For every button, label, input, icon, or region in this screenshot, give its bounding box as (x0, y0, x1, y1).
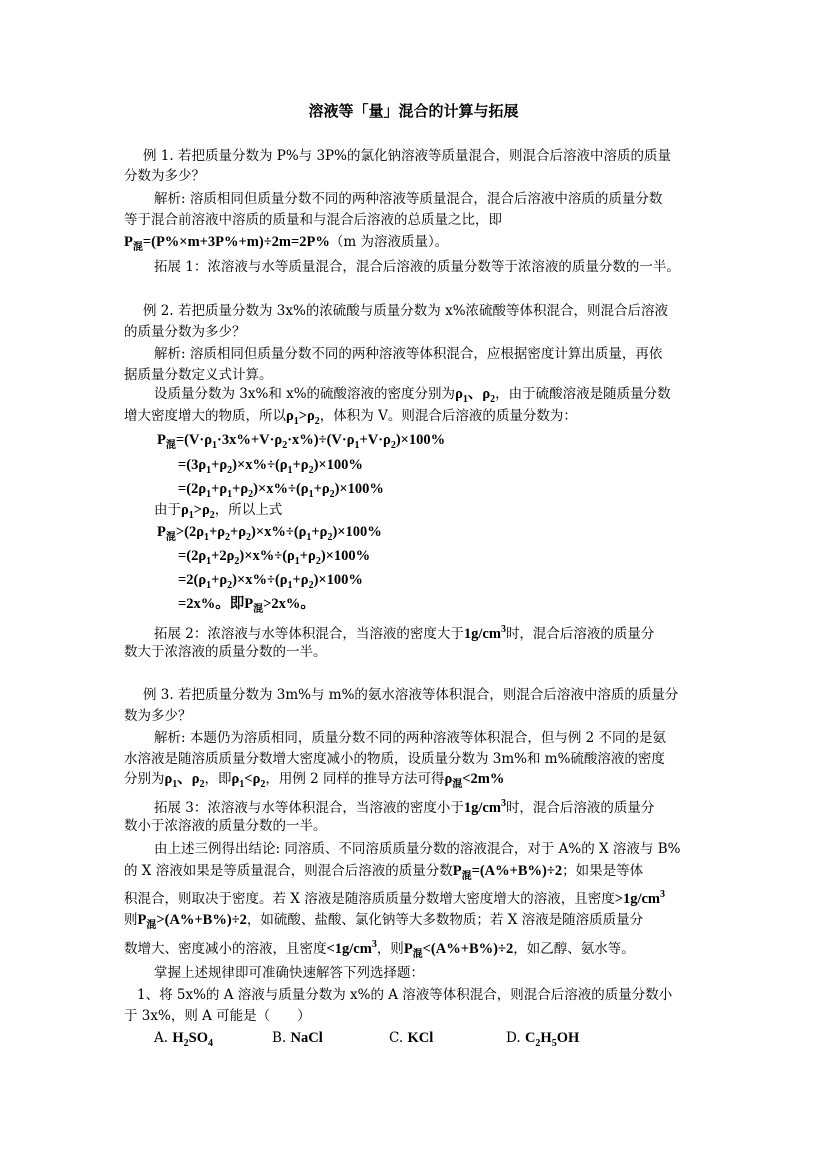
formula: $\rho_1$、$\rho_2$ (455, 386, 496, 405)
question-line: 1、将 5x%的 A 溶液与质量分数为 x%的 A 溶液等体积混合，则混合后溶液的质量分数小 (137, 987, 673, 1003)
formula-line: $=(3\rho_1+\rho_2)\times x\%\div(\rho_1+\rho_2)\times 100\%$ (178, 457, 363, 476)
formula-line: =2x%。即$P_混>2x\%$。 (178, 596, 315, 615)
text-line: 解析: 溶质相同但质量分数不同的两种溶液等质量混合，混合后溶液中溶质的质量分数 (154, 191, 663, 207)
question-line: 于 3x%，则 A 可能是（ ） (124, 1008, 311, 1024)
formula: $\rho_1<\rho_2$ (231, 771, 266, 790)
formula: $P_混<(A\%+B\%)\div 2$ (403, 940, 514, 960)
text-line: 例 3. 若把质量分数为 3m%与 m%的氨水溶液等体积混合，则混合后溶液中溶质的质量分 (143, 687, 679, 703)
formula: $<1g/cm^3$ (326, 939, 377, 957)
formula-line: $=2(\rho_1+\rho_2)\times x\%\div(\rho_1+\rho_2)\times 100\%$ (178, 572, 363, 591)
formula-line: $=(2\rho_1+2\rho_2)\times x\%\div(\rho_1+\rho_2)\times 100\%$ (178, 548, 371, 567)
formula: $\rho_1>\rho_2$ (181, 502, 215, 521)
text-line: 设质量分数为 3x%和 x%的硫酸溶液的密度分别为$\rho_1$、$\rho_2$，由于硫酸溶液是随质量分数 (154, 386, 671, 405)
text-line: 数为多少？ (124, 708, 192, 724)
text-line: 例 1. 若把质量分数为 P%与 3P%的氯化钠溶液等质量混合，则混合后溶液中溶质的质量 (143, 148, 671, 164)
text-line: 数小于浓溶液的质量分数的一半。 (124, 818, 327, 834)
option-d: D. $C_2H_5OH$ (506, 1030, 580, 1049)
text-line: 的 X 溶液如果是等质量混合，则混合后溶液的质量分数$P_混=(A\%+B\%)\div 2$；如果是等体 (124, 863, 644, 882)
formula: $1g/cm^3$ (463, 624, 506, 642)
formula: $>1g/cm^3$ (614, 889, 666, 907)
option-c: C. KCl (389, 1030, 434, 1046)
text-line: 增大密度增大的物质，所以$\rho_1>\rho_2$，体积为 V。则混合后溶液的质量分数为： (124, 408, 577, 427)
page-title: 溶液等「量」混合的计算与拓展 (308, 102, 519, 120)
text-line: 由上述三例得出结论: 同溶质、不同溶质质量分数的溶液混合，对于 A%的 X 溶液与 B% (154, 841, 681, 857)
formula: $\rho_1>\rho_2$ (286, 408, 320, 427)
formula-line: $P_混>(2\rho_1+\rho_2+\rho_2)\times x\%\div(\rho_1+\rho_2)\times 100\%$ (157, 524, 382, 543)
text-line: 等于混合前溶液中溶质的质量和与混合后溶液的总质量之比，即 (124, 212, 502, 228)
text-line: 的质量分数为多少？ (124, 324, 246, 340)
text-line: 拓展 1：浓溶液与水等质量混合，混合后溶液的质量分数等于浓溶液的质量分数的一半。 (154, 259, 680, 275)
text-line: 数增大、密度减小的溶液，且密度$<1g/cm^3$，则$P_混<(A\%+B\%)\div 2$，如乙醇、氨水等。 (124, 939, 635, 960)
text-line: 解析: 溶质相同但质量分数不同的两种溶液等体积混合，应根据密度计算出质量，再依 (154, 346, 663, 362)
formula: $P_混>(A\%+B\%)\div 2$ (137, 912, 247, 931)
text-line: 分别为$\rho_1$、$\rho_2$，即$\rho_1<\rho_2$，用例 2 同样的推导方法可得$\rho_混<2m\%$ (124, 771, 505, 790)
option-b: B. NaCl (272, 1030, 323, 1046)
text-line: 水溶液是随溶质质量分数增大密度减小的物质，设质量分数为 3m%和 m%硫酸溶液的密度 (124, 751, 665, 767)
text-line: 由于$\rho_1>\rho_2$，所以上式 (154, 502, 283, 521)
text-line: 拓展 3：浓溶液与水等体积混合，当溶液的密度小于$1g/cm^3$时，混合后溶液的质量分 (154, 798, 655, 816)
formula: $\rho_混<2m\%$ (444, 771, 505, 790)
text-line: 例 2. 若把质量分数为 3x%的浓硫酸与质量分数为 x%浓硫酸等体积混合，则混合后溶液 (143, 303, 669, 319)
text-line: 掌握上述规律即可准确快速解答下列选择题： (154, 965, 424, 981)
formula: $1g/cm^3$ (463, 798, 506, 816)
option-a: A. $H_2SO_4$ (154, 1030, 213, 1049)
formula-line: $P_混=(P\%\times m+3P\%+m)\div 2m=2P\%(m$ 为溶液质量）。 (124, 234, 449, 253)
text-line: 拓展 2：浓溶液与水等体积混合，当溶液的密度大于$1g/cm^3$时，混合后溶液的质量分 (154, 624, 655, 642)
text-line: 分数为多少？ (124, 168, 205, 184)
formula: $\rho_1$、$\rho_2$ (164, 771, 205, 790)
formula: $P_混=(A\%+B\%)\div 2$ (452, 863, 563, 882)
text-line: 据质量分数定义式计算。 (124, 367, 273, 383)
formula-line: $P_混=(V\cdot\rho_1\cdot 3x\%+V\cdot\rho_2\cdot x\%)\div(V\cdot\rho_1+V\cdot\rho_2)\times 100\%$ (157, 432, 446, 451)
text-line: 则$P_混>(A\%+B\%)\div 2$，如硫酸、盐酸、氯化钠等大多数物质；若 X 溶液是随溶质质量分 (124, 912, 644, 931)
formula: $P_混=(P\%\times m+3P\%+m)\div 2m=2P\%$ (124, 234, 330, 253)
formula-line: $=(2\rho_1+\rho_1+\rho_2)\times x\%\div(\rho_1+\rho_2)\times 100\%$ (178, 481, 384, 500)
text-line: 数大于浓溶液的质量分数的一半。 (124, 644, 327, 660)
text-line: 解析: 本题仍为溶质相同，质量分数不同的两种溶液等体积混合，但与例 2 不同的是氨 (154, 730, 667, 746)
text-line: 积混合，则取决于密度。若 X 溶液是随溶质质量分数增大密度增大的溶液，且密度$>1g/cm^3$ (124, 889, 666, 907)
